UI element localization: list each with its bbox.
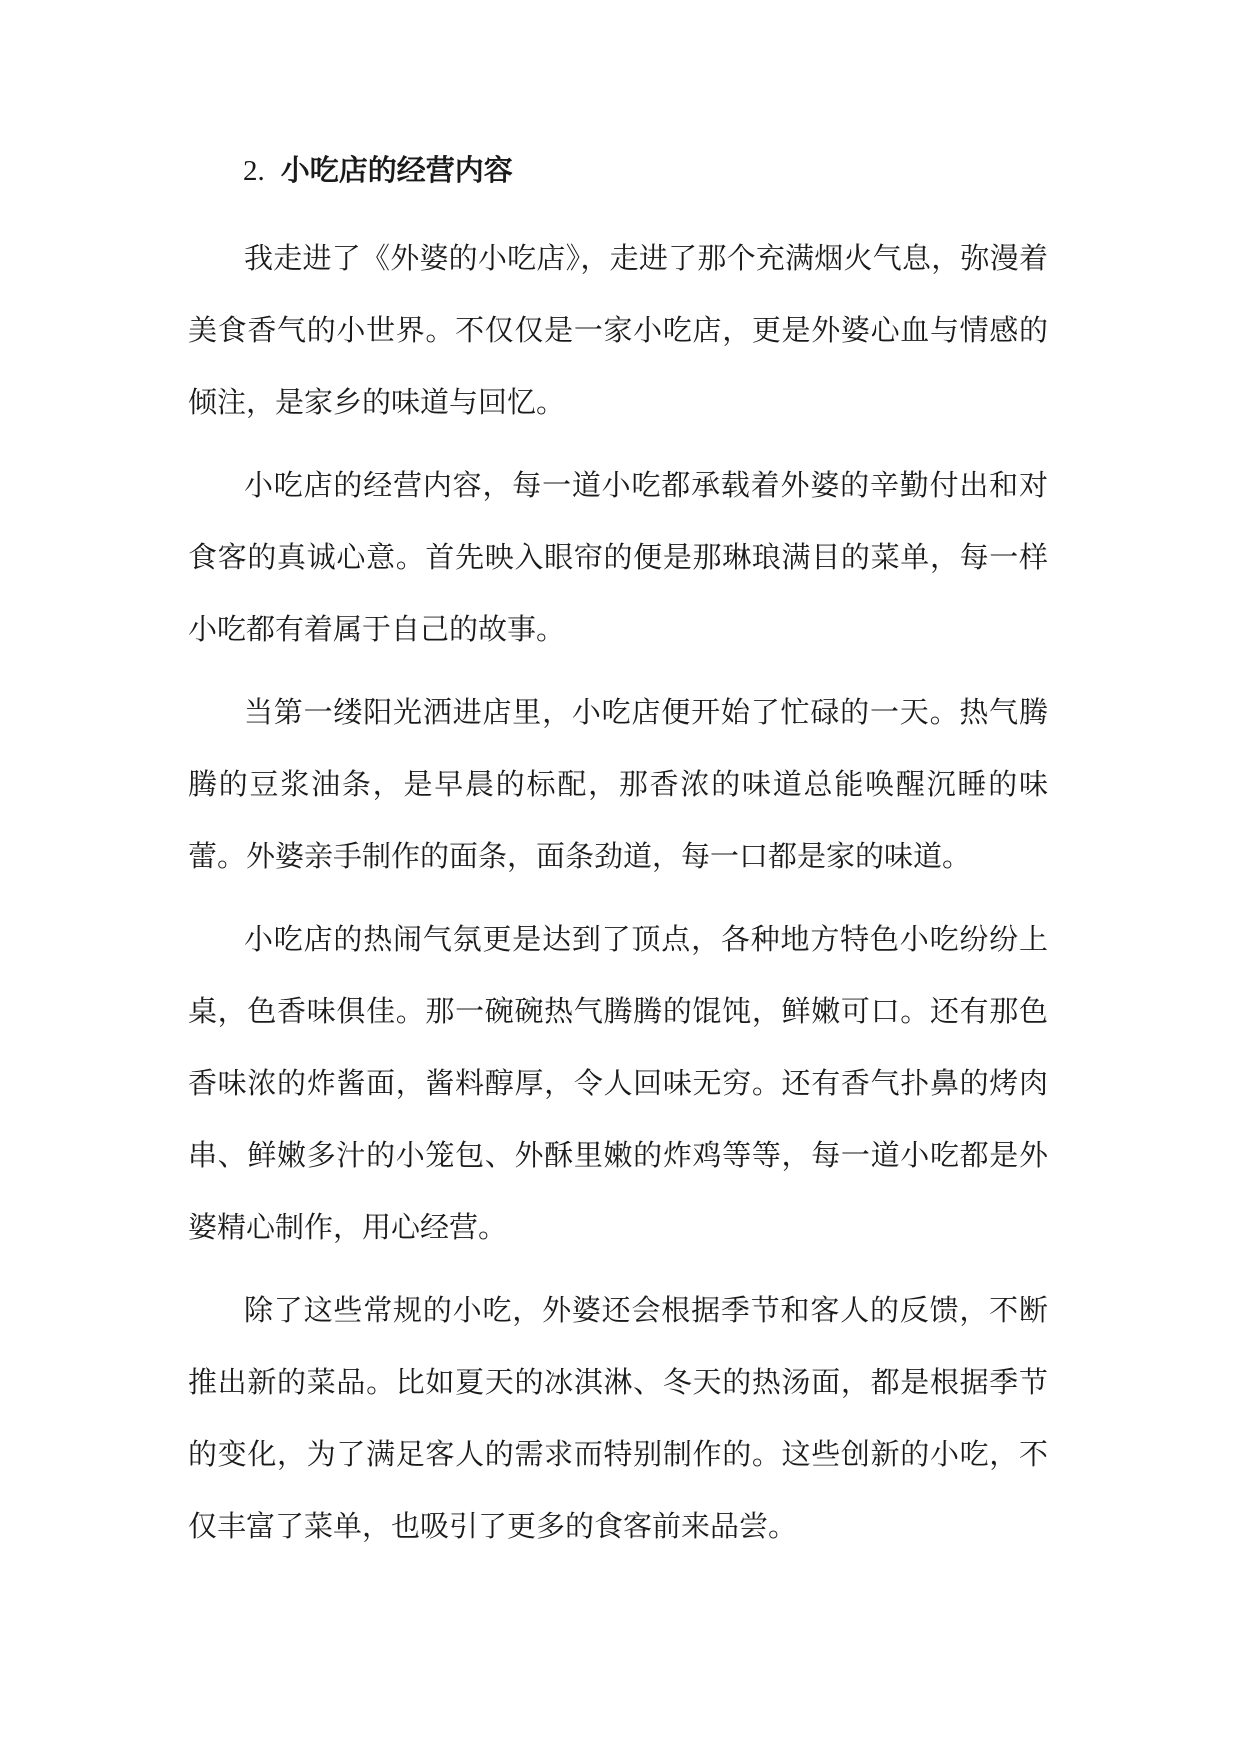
section-heading xyxy=(243,150,513,191)
paragraph: 我走进了《外婆的小吃店》，走进了那个充满烟火气息，弥漫着美食香气的小世界。不仅仅是一家小吃店，更是外婆心血与情感的倾注，是家乡的味道与回忆。 xyxy=(188,241,1048,419)
section-number: 2. xyxy=(243,155,265,187)
body-text xyxy=(188,222,1048,1562)
section-title: 小吃店的经营内容 xyxy=(280,153,513,187)
paragraph: 小吃店的热闹气氛更是达到了顶点，各种地方特色小吃纷纷上桌，色香味俱佳。那一碗碗热气腾腾的馄饨，鲜嫩可口。还有那色香味浓的炸酱面，酱料醇厚，令人回味无穷。还有香气扑鼻的烤肉串、鲜嫩多汁的小笼包、外酥里嫩的炸鸡等等，每一道小吃都是外婆精心制作，用心经营。 xyxy=(188,922,1048,1244)
paragraph: 当第一缕阳光洒进店里，小吃店便开始了忙碌的一天。热气腾腾的豆浆油条，是早晨的标配，那香浓的味道总能唤醒沉睡的味蕾。外婆亲手制作的面条，面条劲道，每一口都是家的味道。 xyxy=(188,695,1048,873)
paragraph: 小吃店的经营内容，每一道小吃都承载着外婆的辛勤付出和对食客的真诚心意。首先映入眼帘的便是那琳琅满目的菜单，每一样小吃都有着属于自己的故事。 xyxy=(188,468,1048,646)
paragraph: 除了这些常规的小吃，外婆还会根据季节和客人的反馈，不断推出新的菜品。比如夏天的冰淇淋、冬天的热汤面，都是根据季节的变化，为了满足客人的需求而特别制作的。这些创新的小吃，不仅丰富了菜单，也吸引了更多的食客前来品尝。 xyxy=(188,1293,1048,1543)
